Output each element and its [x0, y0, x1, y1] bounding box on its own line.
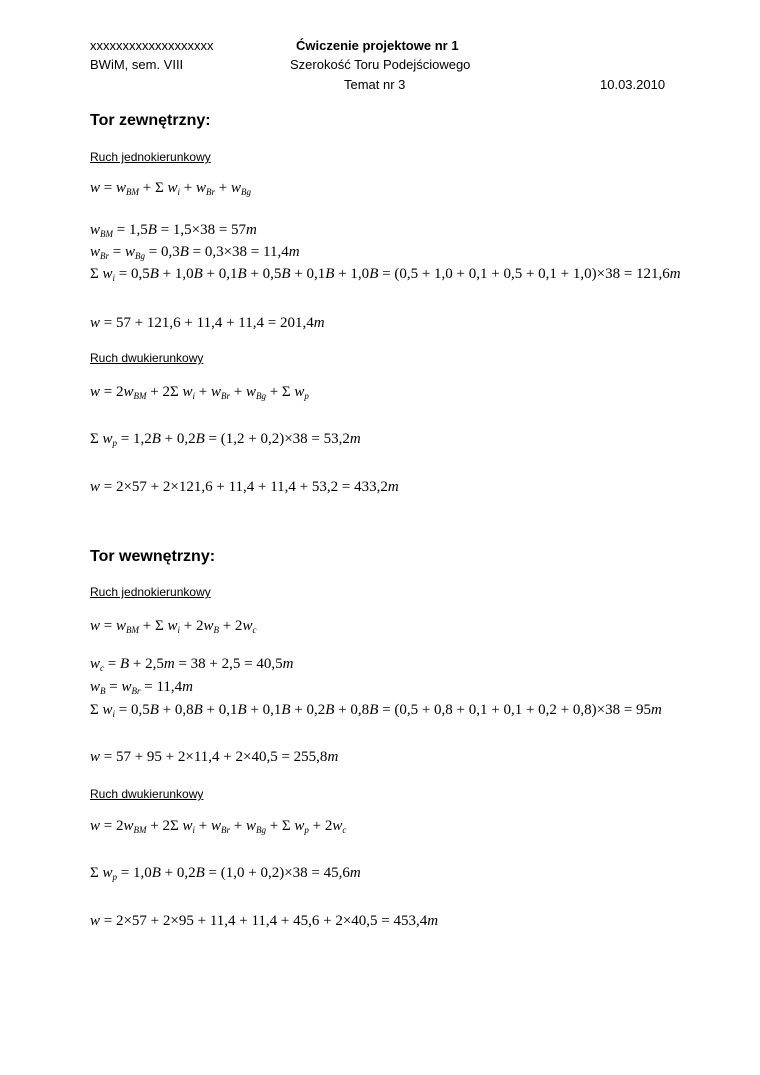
subsection-label-one-way: Ruch jednokierunkowy	[90, 150, 211, 164]
course-info: BWiM, sem. VIII	[90, 57, 184, 72]
equation: Σ $w_i = 0,5B + 0,8B + 0,1B + 0,1B + 0,2B + 0,8B = (0,5 + 0,8 + 0,1 + 0,1 + 0,2 + 0,8)\times 38 = 95m$	[90, 702, 662, 719]
section-title-outer: Tor zewnętrzny:	[90, 112, 211, 129]
date: 10.03.2010	[600, 77, 666, 92]
equation: w = 57 + 121,6 + 11,4 + 11,4 = 201,4m	[90, 315, 325, 331]
equation: $w = w_{BM} + \Sigma$ $w_i + w_{Br} + w_{Bg}$	[90, 180, 251, 197]
equation: $w = 2w_{BM} + 2\Sigma$ $w_i + w_{Br} + w_{Bg} + \Sigma$ $w_p + 2w_c$	[90, 818, 347, 835]
equation: $w_{BM} = 1,5B = 1,5\times 38 = 57m$	[90, 222, 257, 239]
subsection-label-one-way: Ruch jednokierunkowy	[90, 585, 211, 599]
equation: $w = w_{BM} + \Sigma$ $w_i + 2w_B + 2w_c$	[90, 618, 257, 635]
subject-title: Szerokość Toru Podejściowego	[290, 57, 471, 72]
equation: $w_c = B + 2,5m = 38 + 2,5 = 40,5m$	[90, 656, 294, 673]
section-title-inner: Tor wewnętrzny:	[90, 548, 216, 565]
equation: Σ $w_p = 1,2B + 0,2B = (1,2 + 0,2)\times 38 = 53,2m$	[90, 431, 361, 448]
equation: w = 2×57 + 2×95 + 11,4 + 11,4 + 45,6 + 2×40,5 = 453,4m	[90, 913, 439, 929]
equation: Σ $w_p = 1,0B + 0,2B = (1,0 + 0,2)\times 38 = 45,6m$	[90, 865, 361, 882]
author-name: xxxxxxxxxxxxxxxxxxx	[90, 38, 214, 53]
subsection-label-two-way: Ruch dwukierunkowy	[90, 787, 204, 801]
equation: $w_B = w_{Br} = 11,4m$	[90, 679, 193, 696]
topic-number: Temat nr 3	[344, 77, 406, 92]
equation: $w_{Br} = w_{Bg} = 0,3B = 0,3\times 38 = 11,4m$	[90, 244, 300, 261]
exercise-title: Ćwiczenie projektowe nr 1	[296, 38, 459, 53]
equation: w = 57 + 95 + 2×11,4 + 2×40,5 = 255,8m	[90, 749, 339, 765]
equation: w = 2×57 + 2×121,6 + 11,4 + 11,4 + 53,2 = 433,2m	[90, 479, 399, 495]
equation: Σ $w_i = 0,5B + 1,0B + 0,1B + 0,5B + 0,1B + 1,0B = (0,5 + 1,0 + 0,1 + 0,5 + 0,1 + 1,0)\times 38 = 121,6m$	[90, 266, 681, 283]
subsection-label-two-way: Ruch dwukierunkowy	[90, 351, 204, 365]
equation: $w = 2w_{BM} + 2\Sigma$ $w_i + w_{Br} + w_{Bg} + \Sigma$ $w_p$	[90, 384, 309, 401]
